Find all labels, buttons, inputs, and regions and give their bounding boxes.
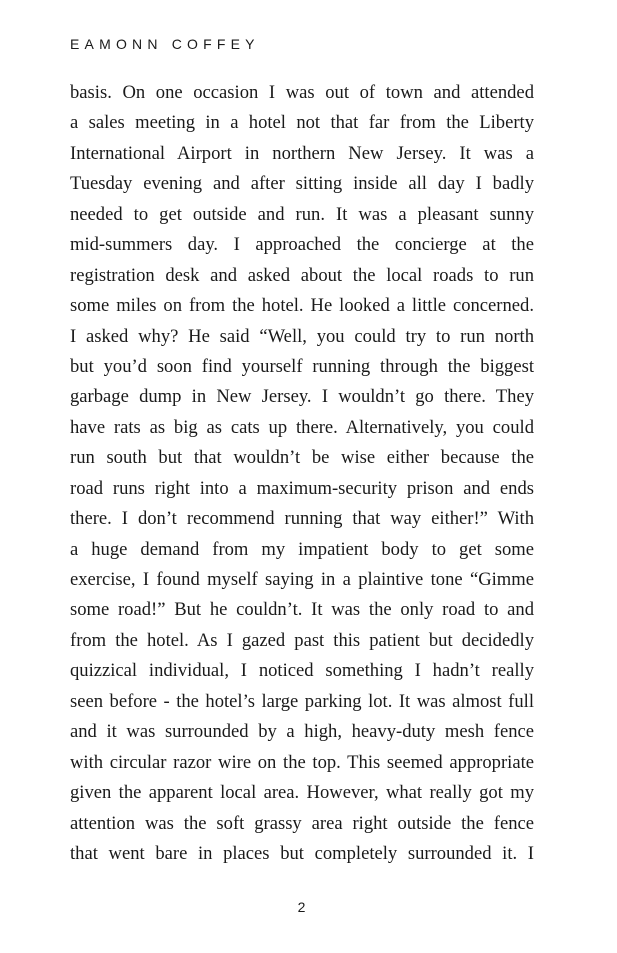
text-line: have rats as big as cats up there. Alternatively, you could	[70, 416, 534, 438]
text-line: mid-summers day. I approached the concierge at the	[70, 234, 534, 256]
text-line: exercise, I found myself saying in a plaintive tone “Gimme	[70, 569, 534, 590]
text-line: International Airport in northern New Jersey. It was a	[70, 142, 534, 164]
text-line: quizzical individual, I noticed something I hadn’t really	[70, 660, 534, 682]
text-line: from the hotel. As I gazed past this patient but decidedly	[70, 629, 534, 651]
running-head-author: EAMONN COFFEY	[70, 36, 260, 52]
text-line: a sales meeting in a hotel not that far from the Liberty	[70, 112, 534, 134]
text-line: I asked why? He said “Well, you could try to run north	[70, 325, 534, 347]
text-line: road runs right into a maximum-security prison and ends	[70, 477, 534, 499]
text-line: basis. On one occasion I was out of town and attended	[70, 82, 534, 103]
text-line: but you’d soon find yourself running through the biggest	[70, 355, 534, 377]
body-text	[70, 78, 534, 869]
text-line: some miles on from the hotel. He looked a little concerned.	[70, 295, 534, 317]
text-line: registration desk and asked about the local roads to run	[70, 264, 534, 286]
text-line: that went bare in places but completely surrounded it. I	[70, 842, 534, 864]
text-line: run south but that wouldn’t be wise either because the	[70, 447, 534, 469]
text-line: and it was surrounded by a high, heavy-duty mesh fence	[70, 721, 534, 743]
text-line: some road!” But he couldn’t. It was the only road to and	[70, 599, 534, 621]
text-line: needed to get outside and run. It was a pleasant sunny	[70, 203, 534, 225]
text-line: given the apparent local area. However, what really got my	[70, 782, 534, 804]
text-line: a huge demand from my impatient body to get some	[70, 538, 534, 560]
text-line: Tuesday evening and after sitting inside all day I badly	[70, 173, 534, 195]
text-line: with circular razor wire on the top. This seemed appropriate	[70, 751, 534, 773]
text-line: there. I don’t recommend running that way either!” With	[70, 508, 534, 530]
text-line: attention was the soft grassy area right outside the fence	[70, 812, 534, 834]
text-line: garbage dump in New Jersey. I wouldn’t go there. They	[70, 386, 534, 408]
page-number: 2	[297, 899, 306, 915]
text-line: seen before - the hotel’s large parking lot. It was almost full	[70, 690, 534, 712]
